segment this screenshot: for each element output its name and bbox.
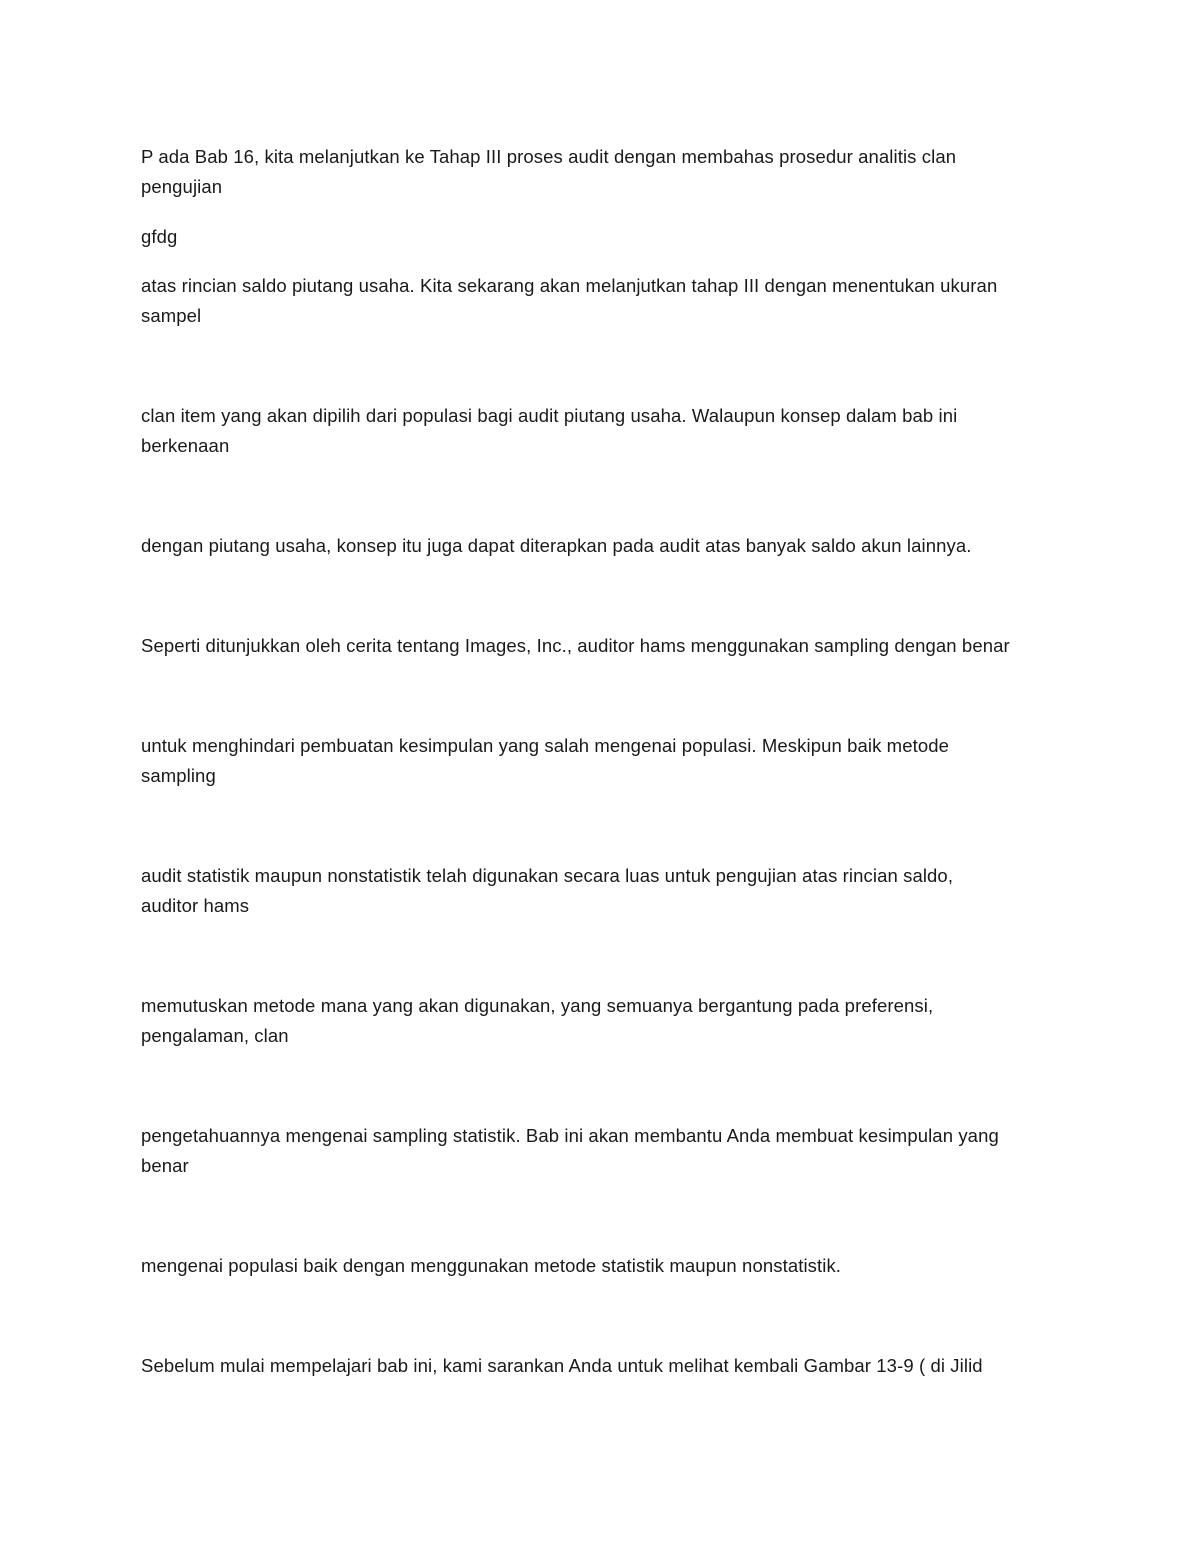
paragraph-11 [141, 1251, 1071, 1281]
paragraph-10 [141, 1121, 1071, 1181]
paragraph-3-line-1: atas rincian saldo piutang usaha. Kita sekarang akan melanjutkan tahap III dengan menentukan ukuran [141, 275, 998, 296]
paragraph-8-line-2: auditor hams [141, 895, 250, 916]
paragraph-5-line-1: dengan piutang usaha, konsep itu juga dapat diterapkan pada audit atas banyak saldo akun lainnya. [141, 535, 972, 556]
paragraph-4-line-2: berkenaan [141, 435, 230, 456]
paragraph-7 [141, 731, 1071, 791]
paragraph-9-line-1: memutuskan metode mana yang akan digunakan, yang semuanya bergantung pada preferensi, [141, 995, 934, 1016]
paragraph-2-line-1: gfdg [141, 226, 178, 247]
paragraph-10-line-1: pengetahuannya mengenai sampling statistik. Bab ini akan membantu Anda membuat kesimpulan yang [141, 1125, 999, 1146]
paragraph-9 [141, 991, 1071, 1051]
paragraph-10-line-2: benar [141, 1155, 189, 1176]
paragraph-4 [141, 401, 1071, 461]
paragraph-7-line-2: sampling [141, 765, 216, 786]
paragraph-6 [141, 631, 1071, 661]
paragraph-5 [141, 531, 1071, 561]
paragraph-8-line-1: audit statistik maupun nonstatistik telah digunakan secara luas untuk pengujian atas rincian saldo, [141, 865, 954, 886]
paragraph-6-line-1: Seperti ditunjukkan oleh cerita tentang Images, Inc., auditor hams menggunakan sampling dengan benar [141, 635, 1010, 656]
paragraph-12-line-1: Sebelum mulai mempelajari bab ini, kami sarankan Anda untuk melihat kembali Gambar 13-9 ( di Jilid [141, 1355, 983, 1376]
paragraph-11-line-1: mengenai populasi baik dengan menggunakan metode statistik maupun nonstatistik. [141, 1255, 842, 1276]
paragraph-8 [141, 861, 1071, 921]
paragraph-3-line-2: sampel [141, 305, 202, 326]
paragraph-1-line-1: P ada Bab 16, kita melanjutkan ke Tahap III proses audit dengan membahas prosedur analitis clan [141, 146, 957, 167]
paragraph-3 [141, 271, 1071, 331]
paragraph-1 [141, 142, 1071, 202]
paragraph-12 [141, 1351, 1071, 1381]
paragraph-1-line-2: pengujian [141, 176, 223, 197]
paragraph-7-line-1: untuk menghindari pembuatan kesimpulan yang salah mengenai populasi. Meskipun baik metode [141, 735, 949, 756]
paragraph-9-line-2: pengalaman, clan [141, 1025, 289, 1046]
paragraph-2 [141, 222, 1071, 252]
paragraph-4-line-1: clan item yang akan dipilih dari populasi bagi audit piutang usaha. Walaupun konsep dalam bab ini [141, 405, 958, 426]
